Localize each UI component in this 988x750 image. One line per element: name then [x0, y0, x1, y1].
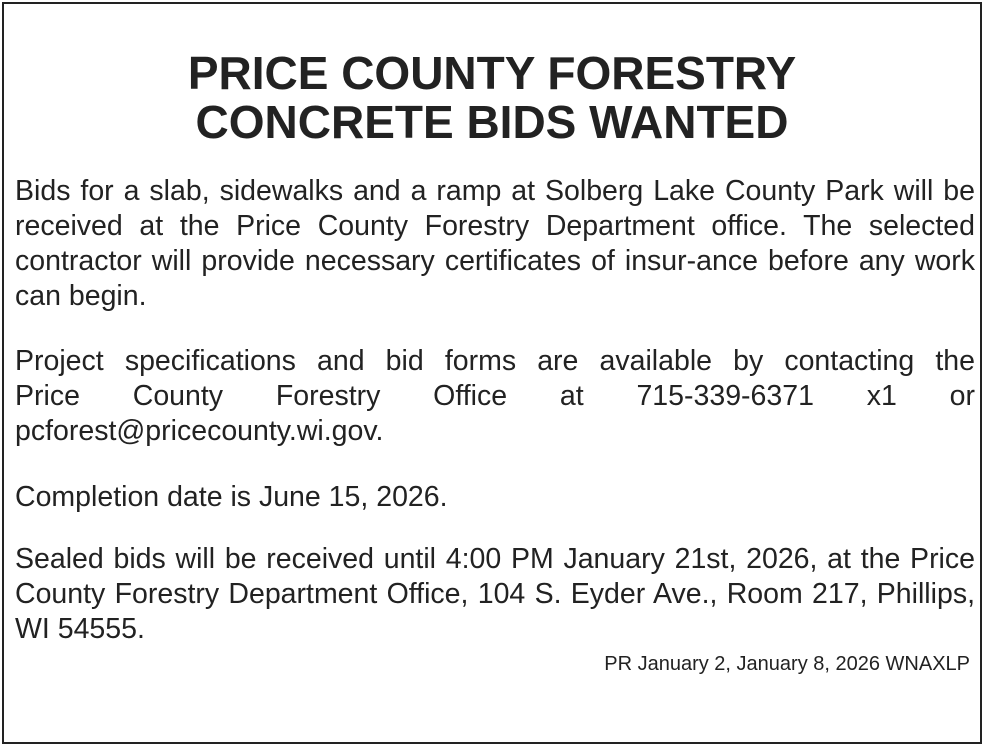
- bid-description-paragraph: Bids for a slab, sidewalks and a ramp at Solberg Lake County Park will be received at the Price County Forestry Department office. The selected contractor will provide necessary certificates of insur-ance before any work can begin.: [15, 175, 975, 312]
- completion-date-paragraph: Completion date is June 15, 2026.: [15, 481, 448, 513]
- specifications-line-1: Project specifications and bid forms are available by contacting the: [15, 345, 975, 377]
- notice-title-line-1: PRICE COUNTY FORESTRY: [187, 47, 797, 99]
- legal-notice: [2, 2, 982, 744]
- publication-footer: PR January 2, January 8, 2026 WNAXLP: [604, 653, 970, 675]
- specifications-paragraph: [15, 344, 975, 449]
- contact-email: pcforest@pricecounty.wi.gov.: [15, 415, 384, 447]
- sealed-bids-paragraph: Sealed bids will be received until 4:00 PM January 21st, 2026, at the Price County Forestry Department Office, 104 S. Eyder Ave., Room 217, Phillips, WI 54555.: [15, 543, 975, 645]
- specifications-line-2: Price County Forestry Office at 715-339-6371 x1 or: [15, 380, 975, 412]
- notice-title-line-2: CONCRETE BIDS WANTED: [195, 96, 789, 148]
